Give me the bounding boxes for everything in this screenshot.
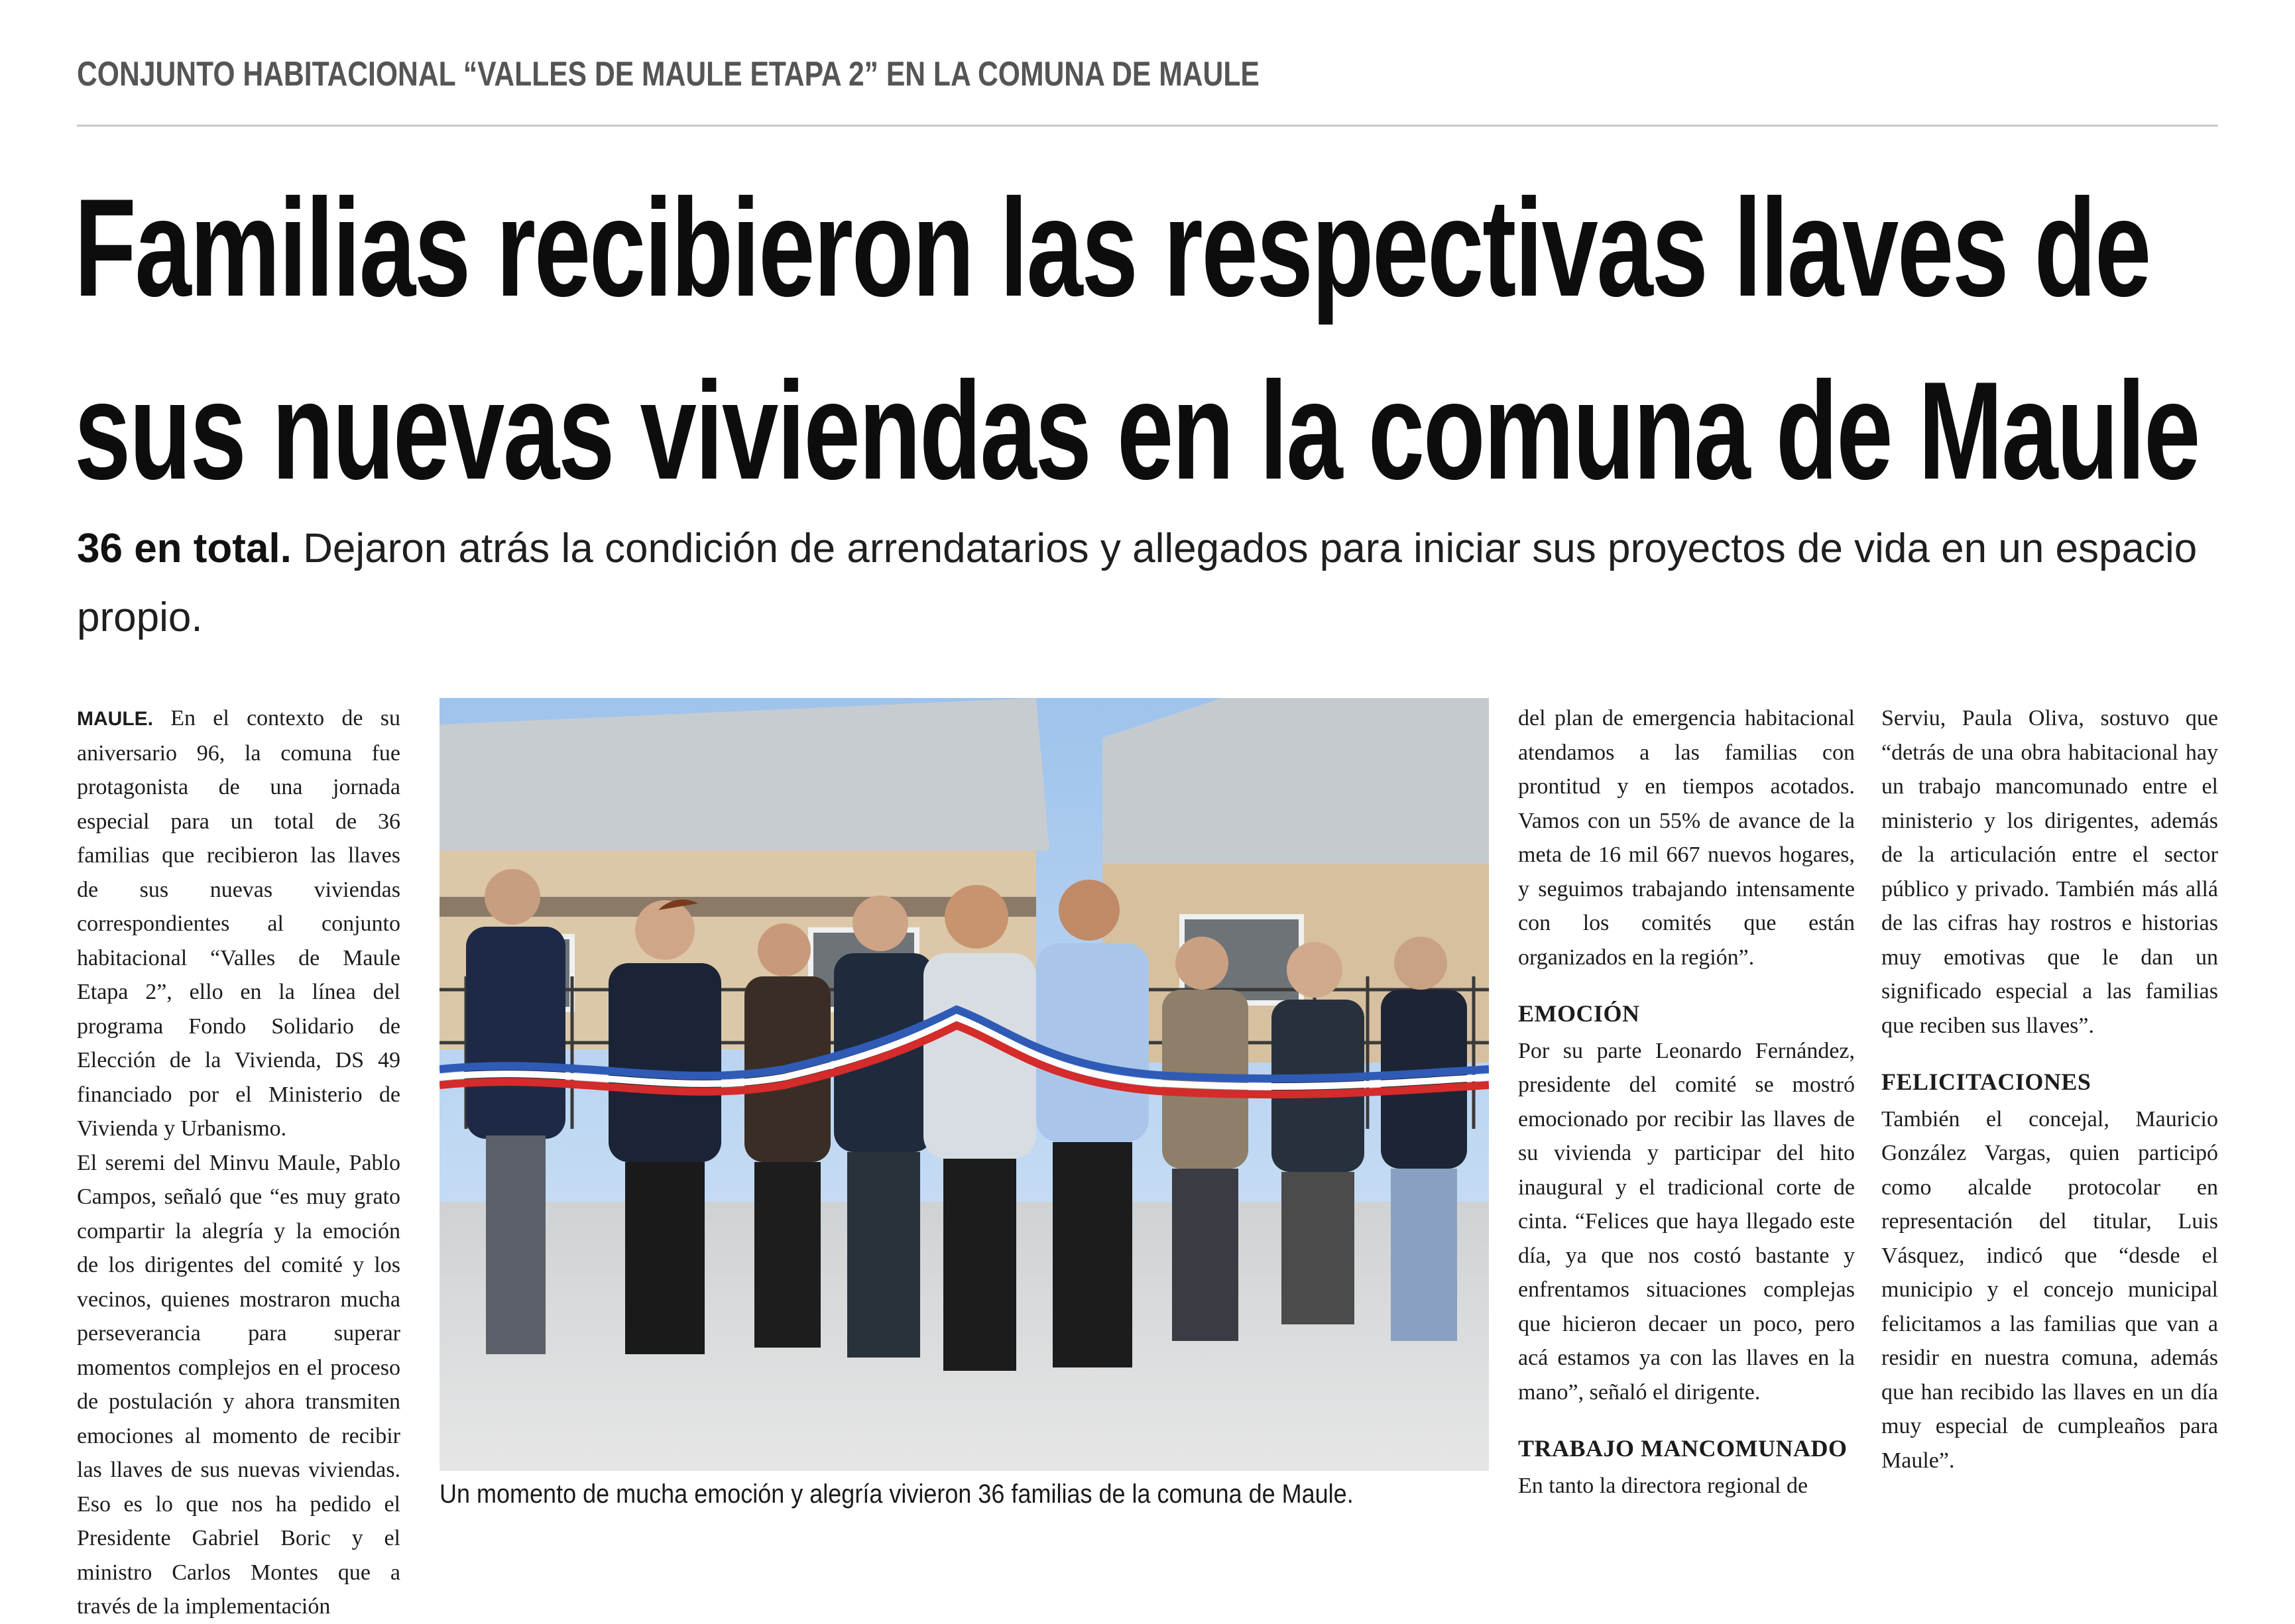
subhead-felicitaciones: FELICITACIONES xyxy=(1881,1069,2091,1095)
subhead-trabajo-mancomunado: TRABAJO MANCOMUNADO xyxy=(1518,1435,1848,1462)
right-roof xyxy=(1102,698,1489,870)
ribbon-cutting-photo xyxy=(440,698,1489,1471)
paragraph-4: Por su parte Leonardo Fernández, presidente del comité se mostró emocionado por recibir las llaves de su vivienda y participar del hito inaugural y el tradicional corte de cinta. “Felices que haya llegado este día, ya que nos costó bastante y enfrentamos situaciones complejas que hicieron decaer un poco, pero acá estamos ya con las llaves en la mano”, señaló el dirigente. xyxy=(1518,1038,1855,1405)
headline-line-2: sus nuevas viviendas en la comuna de Maule xyxy=(74,353,2200,508)
kicker-divider xyxy=(77,125,2218,127)
article-photo xyxy=(440,698,1489,1471)
paragraph-5: En tanto la directora regional de xyxy=(1518,1473,1808,1498)
body-column-4 xyxy=(1881,701,2218,1478)
headline-line-1: Familias recibieron las respectivas llaves de xyxy=(74,170,2150,325)
deck-text: Dejaron atrás la condición de arrendatarios y allegados para iniciar sus proyectos de vida en un espacio propio. xyxy=(77,526,2198,640)
paragraph-7: También el concejal, Mauricio González Vargas, quien participó como alcalde protocolar en representación del titular, Luis Vásquez, indicó que “desde el municipio y el concejo municipal felicitamos a las familias que van a residir en nuestra comuna, además que han recibido las llaves en un día muy especial de cumpleaños para Maule”. xyxy=(1881,1106,2218,1473)
left-roof xyxy=(440,698,1049,864)
paragraph-3: del plan de emergencia habitacional atendamos a las familias con prontitud y en tiempos acotados. Vamos con un 55% de avance de la meta de 16 mil 667 nuevos hogares, y seguimos trabajando intensamente con los comités que están organizados en la región”. xyxy=(1518,706,1855,970)
article-headline xyxy=(74,156,2200,522)
paragraph-6: Serviu, Paula Oliva, sostuvo que “detrás de una obra habitacional hay un trabajo mancomunado entre el ministerio y los dirigentes, además de la articulación entre el sector público y privado. También más allá de las cifras hay rostros e historias muy emotivas que le dan un significado especial a las familias que reciben sus llaves”. xyxy=(1881,706,2218,1038)
article-deck xyxy=(77,514,2238,652)
paragraph-1 xyxy=(77,701,400,1146)
body-column-1 xyxy=(77,701,400,1624)
article-kicker: CONJUNTO HABITACIONAL “VALLES DE MAULE ETAPA 2” EN LA COMUNA DE MAULE xyxy=(77,55,1260,93)
subhead-emocion: EMOCIÓN xyxy=(1518,1000,1640,1027)
photo-caption: Un momento de mucha emoción y alegría vivieron 36 familias de la comuna de Maule. xyxy=(440,1479,1354,1509)
paragraph-1-text: En el contexto de su aniversario 96, la comuna fue protagonista de una jornada especial para un total de 36 familias que recibieron las llaves de sus nuevas viviendas correspondientes al conjunto habitacional “Valles de Maule Etapa 2”, ello en la línea del programa Fondo Solidario de Elección de la Vivienda, DS 49 financiado por el Ministerio de Vivienda y Urbanismo. xyxy=(77,706,401,1141)
body-column-3 xyxy=(1518,701,1855,1503)
dateline: MAULE. xyxy=(77,708,153,730)
deck-lead: 36 en total. xyxy=(77,526,292,571)
paragraph-2: El seremi del Minvu Maule, Pablo Campos, señaló que “es muy grato compartir la alegría y la emoción de los dirigentes del comité y los vecinos, quienes mostraron mucha perseverancia para superar momentos complejos en el proceso de postulación y ahora transmiten emociones al momento de recibir las llaves de sus nuevas viviendas. Eso es lo que nos ha pedido el Presidente Gabriel Boric y el ministro Carlos Montes que a través de la implementación xyxy=(77,1150,400,1619)
